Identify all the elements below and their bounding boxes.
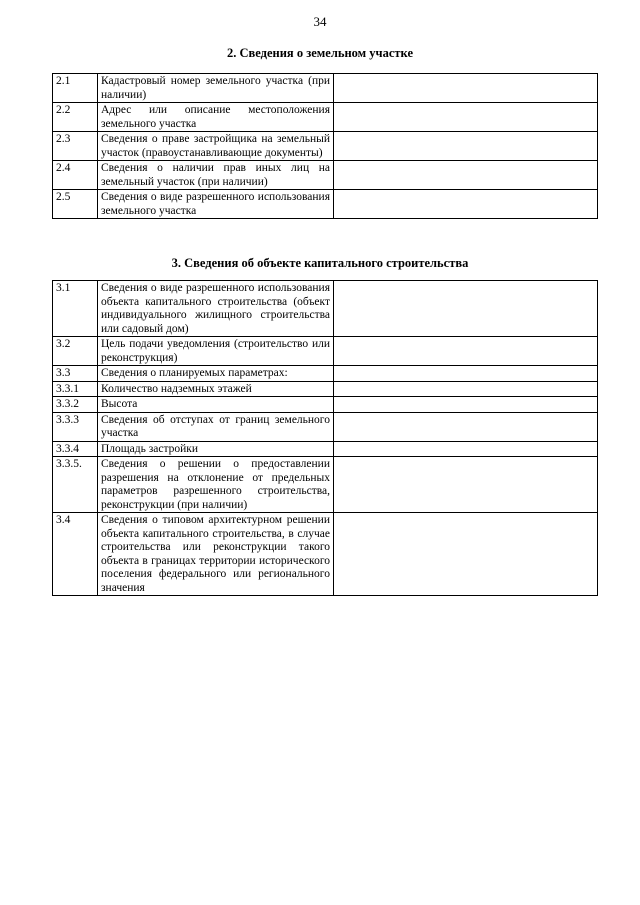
row-number: 3.3.4	[53, 441, 98, 457]
table-row	[53, 132, 598, 161]
row-value-field[interactable]	[334, 397, 598, 413]
row-value-field[interactable]	[334, 381, 598, 397]
row-number: 2.2	[53, 103, 98, 132]
table-row	[53, 190, 598, 219]
row-value-field[interactable]	[334, 132, 598, 161]
row-value-field[interactable]	[334, 281, 598, 337]
land-plot-table	[52, 73, 598, 219]
row-description: Сведения о праве застройщика на земельный участок (правоустанавливающие документы)	[98, 132, 334, 161]
row-number: 3.1	[53, 281, 98, 337]
row-value-field[interactable]	[334, 161, 598, 190]
row-number: 2.3	[53, 132, 98, 161]
table-row	[53, 281, 598, 337]
row-value-field[interactable]	[334, 103, 598, 132]
table-row	[53, 457, 598, 513]
row-number: 2.1	[53, 74, 98, 103]
row-description: Высота	[98, 397, 334, 413]
table-row	[53, 161, 598, 190]
row-value-field[interactable]	[334, 513, 598, 596]
row-description: Сведения о виде разрешенного использования объекта капитального строительства (объект индивидуального жилищного строительства или садовый дом)	[98, 281, 334, 337]
row-value-field[interactable]	[334, 366, 598, 382]
row-description: Сведения о решении о предоставлении разрешения на отклонение от предельных параметров разрешенного строительства, реконструкции (при наличии)	[98, 457, 334, 513]
row-description: Сведения об отступах от границ земельного участка	[98, 412, 334, 441]
construction-object-table-body	[53, 281, 598, 596]
row-number: 2.5	[53, 190, 98, 219]
row-number: 3.3	[53, 366, 98, 382]
table-row	[53, 366, 598, 382]
row-value-field[interactable]	[334, 457, 598, 513]
row-value-field[interactable]	[334, 190, 598, 219]
table-row	[53, 337, 598, 366]
table-row	[53, 441, 598, 457]
row-description: Цель подачи уведомления (строительство или реконструкция)	[98, 337, 334, 366]
row-number: 3.3.5.	[53, 457, 98, 513]
row-description: Количество надземных этажей	[98, 381, 334, 397]
row-description: Сведения о планируемых параметрах:	[98, 366, 334, 382]
land-plot-table-body	[53, 74, 598, 219]
table-row	[53, 397, 598, 413]
row-number: 2.4	[53, 161, 98, 190]
row-number: 3.2	[53, 337, 98, 366]
row-description: Площадь застройки	[98, 441, 334, 457]
row-value-field[interactable]	[334, 337, 598, 366]
row-number: 3.3.3	[53, 412, 98, 441]
table-row	[53, 513, 598, 596]
row-number: 3.3.1	[53, 381, 98, 397]
section-3-title: 3. Сведения об объекте капитального строительства	[171, 256, 469, 270]
page-number: 34	[313, 14, 327, 29]
row-value-field[interactable]	[334, 412, 598, 441]
table-row	[53, 412, 598, 441]
construction-object-table	[52, 280, 598, 596]
row-value-field[interactable]	[334, 74, 598, 103]
section-2-title: 2. Сведения о земельном участке	[227, 46, 413, 60]
row-value-field[interactable]	[334, 441, 598, 457]
row-number: 3.4	[53, 513, 98, 596]
row-description: Кадастровый номер земельного участка (при наличии)	[98, 74, 334, 103]
row-description: Сведения о наличии прав иных лиц на земельный участок (при наличии)	[98, 161, 334, 190]
row-description: Адрес или описание местоположения земельного участка	[98, 103, 334, 132]
row-description: Сведения о виде разрешенного использования земельного участка	[98, 190, 334, 219]
row-description: Сведения о типовом архитектурном решении объекта капитального строительства, в случае строительства или реконструкции такого объекта в границах территории исторического поселения федерального или регионального значения	[98, 513, 334, 596]
table-row	[53, 381, 598, 397]
table-row	[53, 103, 598, 132]
table-row	[53, 74, 598, 103]
row-number: 3.3.2	[53, 397, 98, 413]
